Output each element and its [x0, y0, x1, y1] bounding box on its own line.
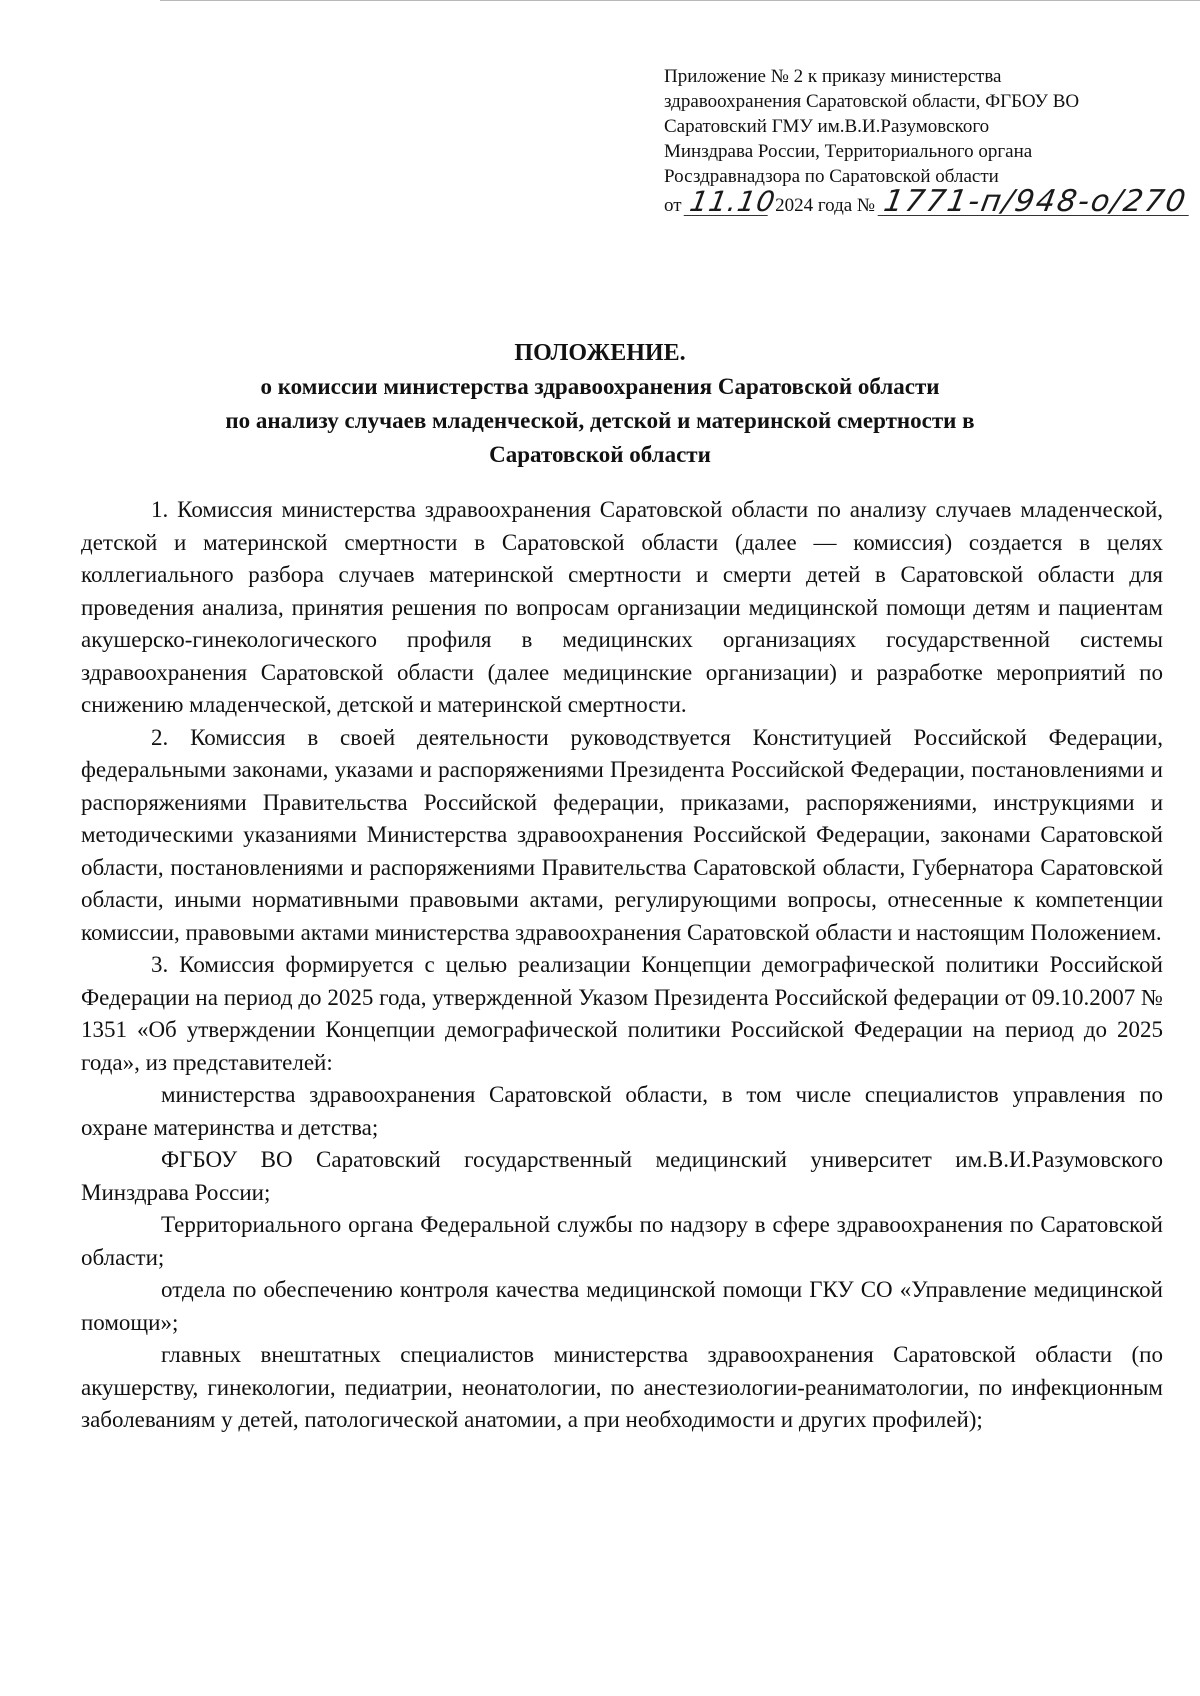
from-label: от	[664, 195, 682, 216]
title-subline: по анализу случаев младенческой, детской и материнской смертности в	[225, 408, 975, 433]
title-subline: Саратовской области	[489, 442, 711, 467]
annex-line: Росздравнадзора по Саратовской области	[664, 166, 999, 187]
representative-item: Территориального органа Федеральной службы по надзору в сфере здравоохранения по Саратовской области;	[81, 1212, 1163, 1270]
representative-item: отдела по обеспечению контроля качества медицинской помощи ГКУ СО «Управление медицинской помощи»;	[81, 1277, 1163, 1335]
year-text: 2024 года №	[775, 195, 876, 216]
title-subline: о комиссии министерства здравоохранения Саратовской области	[260, 374, 940, 399]
handwritten-order-number: 1771-п/948-о/270	[877, 189, 1192, 216]
annex-line: здравоохранения Саратовской области, ФГБОУ ВО	[664, 91, 1080, 112]
paragraph-3: 3. Комиссия формируется с целью реализации Концепции демографической политики Российской Федерации на период до 2025 года, утвержденной Указом Президента Российской федерации от 09.10.2007 № 1351 «Об утверждении Концепции демографической политики Российской Федерации на период до 2025 года», из представителей:	[81, 952, 1163, 1075]
representative-item: главных внештатных специалистов министерства здравоохранения Саратовской области (по акушерству, гинекологии, педиатрии, неонатологии, по анестезиологии-реаниматологии, по инфекционным заболеваниям у детей, патологической анатомии, а при необходимости и других профилей);	[81, 1342, 1163, 1432]
representative-item: ФГБОУ ВО Саратовский государственный медицинский университет им.В.И.Разумовского Минздрава России;	[81, 1147, 1163, 1205]
paragraph-1: 1. Комиссия министерства здравоохранения Саратовской области по анализу случаев младенческой, детской и материнской смертности в Саратовской области (далее — комиссия) создается в целях коллегиального разбора случаев материнской смертности и смерти детей в Саратовской области для проведения анализа, принятия решения по вопросам организации медицинской помощи детям и пациентам акушерско-гинекологического профиля в медицинских организациях государственной системы здравоохранения Саратовской области (далее медицинские организации) и разработке мероприятий по снижению младенческой, детской и материнской смертности.	[81, 497, 1163, 717]
scan-edge-line	[160, 0, 1200, 4]
document-title	[60, 336, 1140, 472]
document-body	[81, 494, 1163, 1437]
title-main: ПОЛОЖЕНИЕ.	[514, 340, 686, 366]
annex-line: Приложение № 2 к приказу министерства	[664, 66, 1002, 87]
annex-line: Саратовский ГМУ им.В.И.Разумовского	[664, 116, 990, 137]
paragraph-2: 2. Комиссия в своей деятельности руководствуется Конституцией Российской Федерации, федеральными законами, указами и распоряжениями Президента Российской Федерации, постановлениями и распоряжениями Правительства Российской федерации, приказами, распоряжениями, инструкциями и методическими указаниями Министерства здравоохранения Российской Федерации, законами Саратовской области, постановлениями и распоряжениями Правительства Саратовской области, Губернатора Саратовской области, иными нормативными правовыми актами, регулирующими вопросы, отнесенные к компетенции комиссии, правовыми актами министерства здравоохранения Саратовской области и настоящим Положением.	[81, 724, 1163, 945]
annex-line: Минздрава России, Территориального органа	[664, 141, 1033, 162]
representative-item: министерства здравоохранения Саратовской области, в том числе специалистов управления по охране материнства и детства;	[81, 1082, 1163, 1140]
annex-header	[664, 64, 1190, 219]
handwritten-date: 11.10	[684, 189, 773, 216]
order-date-number-line	[664, 184, 1190, 219]
